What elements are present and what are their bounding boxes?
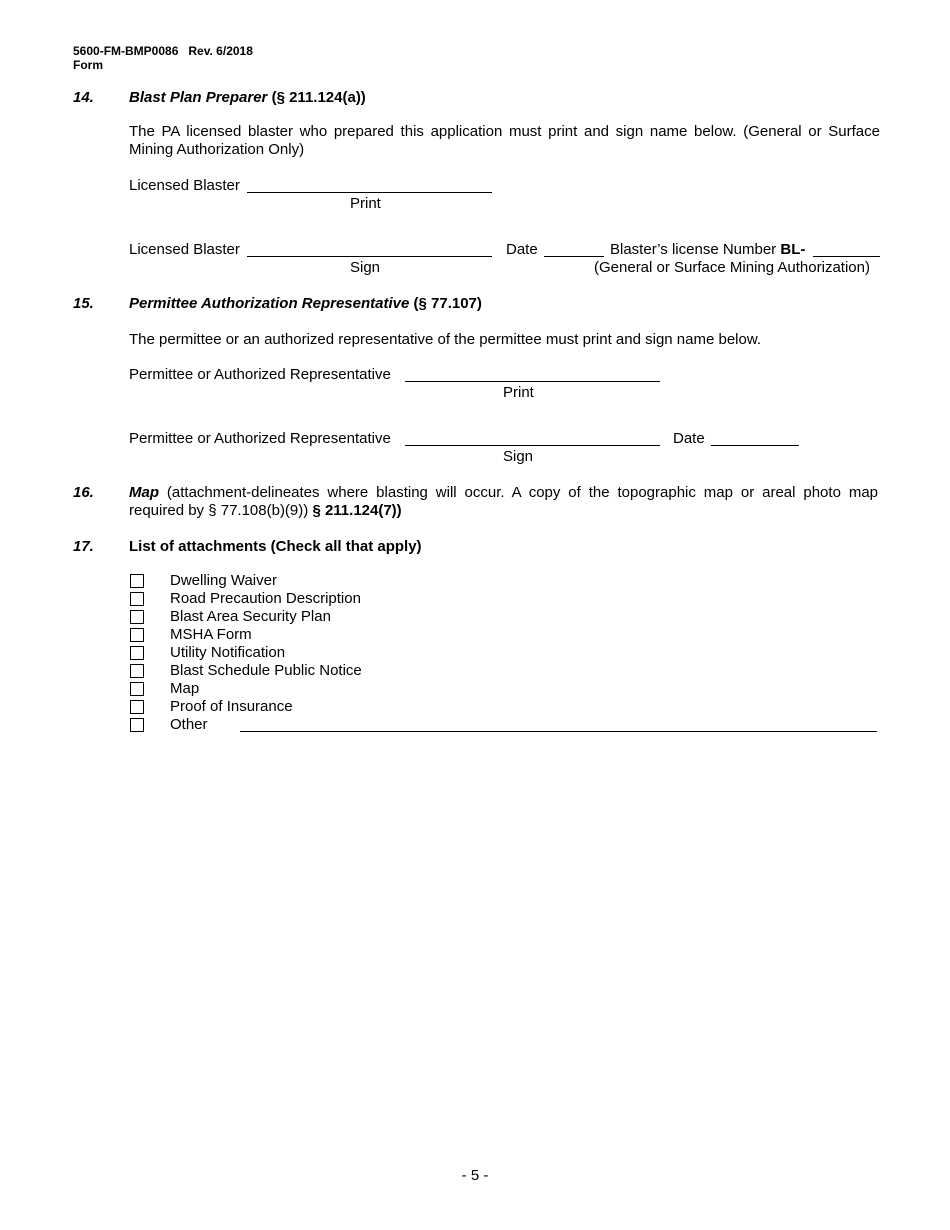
section-15-number: 15. xyxy=(73,295,94,312)
section-14-ref: (§ 211.124(a)) xyxy=(271,89,366,106)
attachment-label: Dwelling Waiver xyxy=(170,572,277,589)
permittee-print-caption: Print xyxy=(503,384,534,401)
section-14-number: 14. xyxy=(73,89,94,106)
licensed-blaster-sign-caption: Sign xyxy=(350,259,381,276)
checkbox-road-precaution[interactable] xyxy=(130,592,144,606)
page-number: - 5 - xyxy=(461,1167,489,1184)
section-14-instructions: The PA licensed blaster who prepared this application must print and sign name below. (General or Surface Mining Authorization Only) xyxy=(129,123,880,158)
section-16-text xyxy=(129,484,878,520)
attachment-label: Utility Notification xyxy=(170,644,286,661)
licensed-blaster-print-label: Licensed Blaster xyxy=(129,177,240,194)
permittee-sign-caption: Sign xyxy=(503,448,534,465)
section-17-number: 17. xyxy=(73,538,94,555)
form-header xyxy=(73,44,253,72)
permittee-print-field[interactable] xyxy=(405,381,660,382)
checkbox-blast-schedule[interactable] xyxy=(130,664,144,678)
licensed-blaster-sign-label: Licensed Blaster xyxy=(129,241,240,258)
section-15-ref: (§ 77.107) xyxy=(413,295,482,312)
section-16-title: Map xyxy=(129,484,159,501)
section-14-date-label: Date xyxy=(506,241,538,258)
checkbox-dwelling-waiver[interactable] xyxy=(130,574,144,588)
section-16-ref: § 211.124(7)) xyxy=(312,502,402,519)
section-16-number: 16. xyxy=(73,484,94,501)
licensed-blaster-sign-field[interactable] xyxy=(247,256,492,257)
blaster-license-text: Blaster’s license Number xyxy=(610,241,777,258)
section-16-description: (attachment-delineates where blasting will occur. A copy of the topographic map or areal photo map required by § 77.108(b)(9)) xyxy=(129,484,879,519)
form-label: Form xyxy=(73,58,103,72)
blaster-license-prefix: BL- xyxy=(780,241,806,258)
attachment-label: MSHA Form xyxy=(170,626,252,643)
section-15-date-label: Date xyxy=(673,430,705,447)
permittee-print-label: Permittee or Authorized Representative xyxy=(129,366,391,383)
permittee-sign-label: Permittee or Authorized Representative xyxy=(129,430,391,447)
blaster-license-caption: (General or Surface Mining Authorization) xyxy=(594,259,870,276)
checkbox-other[interactable] xyxy=(130,718,144,732)
attachment-label: Blast Area Security Plan xyxy=(170,608,331,625)
checkbox-blast-area-security[interactable] xyxy=(130,610,144,624)
attachment-label: Proof of Insurance xyxy=(170,698,293,715)
licensed-blaster-print-field[interactable] xyxy=(247,192,492,193)
section-14-date-field[interactable] xyxy=(544,256,604,257)
attachment-label: Map xyxy=(170,680,200,697)
attachment-label: Road Precaution Description xyxy=(170,590,361,607)
checkbox-msha-form[interactable] xyxy=(130,628,144,642)
section-15-instructions: The permittee or an authorized representative of the permittee must print and sign name below. xyxy=(129,331,762,348)
attachment-label: Other xyxy=(170,716,208,733)
section-17-title: List of attachments (Check all that apply) xyxy=(129,538,422,555)
licensed-blaster-print-caption: Print xyxy=(350,195,381,212)
checkbox-proof-of-insurance[interactable] xyxy=(130,700,144,714)
blaster-license-number-field[interactable] xyxy=(813,256,880,257)
section-15-date-field[interactable] xyxy=(711,445,799,446)
section-14-title xyxy=(129,89,366,106)
form-code: 5600-FM-BMP0086 xyxy=(73,44,179,58)
section-14-title-text: Blast Plan Preparer xyxy=(129,89,268,106)
checkbox-utility-notification[interactable] xyxy=(130,646,144,660)
attachment-label: Blast Schedule Public Notice xyxy=(170,662,362,679)
permittee-sign-field[interactable] xyxy=(405,445,660,446)
form-revision: Rev. 6/2018 xyxy=(188,44,253,58)
section-15-title-text: Permittee Authorization Representative xyxy=(129,295,410,312)
section-15-title xyxy=(129,295,482,312)
blaster-license-label xyxy=(610,241,805,258)
checkbox-map[interactable] xyxy=(130,682,144,696)
other-attachment-field[interactable] xyxy=(240,731,877,732)
